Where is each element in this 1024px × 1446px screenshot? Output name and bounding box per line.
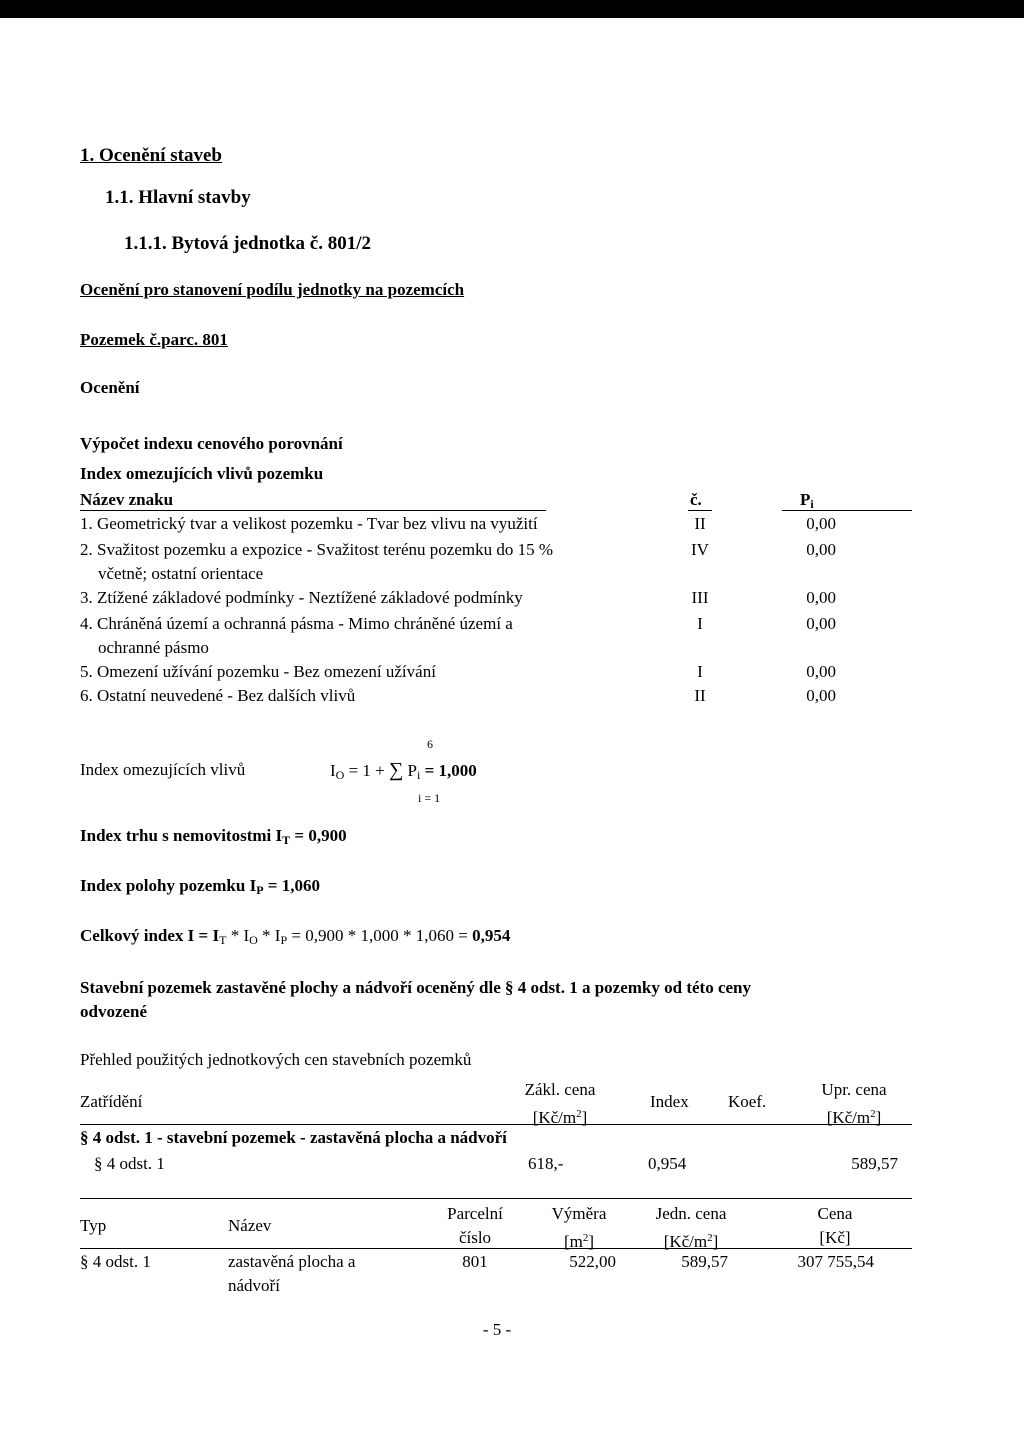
influence-row-p: 0,00 — [806, 686, 836, 705]
col-index: Index — [650, 1092, 689, 1111]
parcel-heading: Pozemek č.parc. 801 — [80, 330, 228, 349]
index-polohy: Index polohy pozemku $I_P = 1,060$ — [80, 876, 320, 897]
influence-row-name: 1. Geometrický tvar a velikost pozemku - Tvar bez vlivu na využití — [80, 514, 538, 533]
col-nazev: Název — [228, 1216, 272, 1235]
section-heading: Ocenění pro stanovení podílu jednotky na pozemcích — [80, 280, 465, 299]
col-vymera: Výměra — [551, 1204, 607, 1223]
table2-header-rule — [80, 1248, 912, 1249]
row-zatrideni: § 4 odst. 1 — [94, 1154, 165, 1173]
influence-row-p: 0,00 — [806, 614, 836, 633]
influence-row-name: 2. Svažitost pozemku a expozice - Svažitost terénu pozemku do 15 % — [80, 540, 554, 559]
col-cislo: číslo — [458, 1228, 492, 1247]
influence-row-c: II — [694, 686, 706, 705]
row-cena: 307 755,54 — [797, 1252, 874, 1271]
row-upr-cena: 589,57 — [851, 1154, 898, 1173]
influence-row-p: 0,00 — [806, 588, 836, 607]
col-vymera-unit: $[m^2]$ — [563, 1232, 595, 1251]
heading-level-1: 1. Ocenění staveb — [80, 145, 222, 166]
influence-row-c: IV — [691, 540, 709, 559]
row-typ: § 4 odst. 1 — [80, 1252, 151, 1271]
col-parcelni: Parcelní — [447, 1204, 503, 1223]
index-trhu: Index trhu s nemovitostmi $I_T = 0,900$ — [80, 826, 347, 847]
influence-row-p: 0,00 — [806, 662, 836, 681]
row-nazev: zastavěná plocha a — [228, 1252, 356, 1271]
col-zakl-unit: $[Kč/m^2]$ — [532, 1108, 588, 1127]
row-index: 0,954 — [648, 1154, 687, 1173]
prehled-group-label: § 4 odst. 1 - stavební pozemek - zastavěná plocha a nádvoří — [80, 1128, 507, 1147]
formula-sum-bottom: i = 1 — [418, 791, 441, 805]
stavebni-pozemek-line2: odvozené — [80, 1002, 148, 1021]
formula-sum-top: 6 — [427, 737, 433, 751]
row-jedn-cena: 589,57 — [681, 1252, 728, 1271]
row-nazev-cont: nádvoří — [228, 1276, 280, 1295]
influence-row-c: III — [691, 588, 709, 607]
stavebni-pozemek-line1: Stavební pozemek zastavěné plochy a nádvoří oceněný dle § 4 odst. 1 a pozemky od této ceny — [80, 978, 752, 997]
celkovy-index: Celkový index $I = I_T * I_O * I_P = 0,900 * 1,000 * 1,060 = 0,954$ — [80, 926, 511, 947]
col-cena: Cena — [817, 1204, 853, 1223]
formula-expression: $I_O = 1$ + ∑ $P_i = 1,000$ — [330, 759, 477, 782]
col-typ: Typ — [80, 1216, 107, 1235]
index-section-title: Výpočet indexu cenového porovnání — [80, 434, 343, 453]
header-rule-right — [782, 510, 912, 511]
row-zakl-cena: 618,- — [528, 1154, 564, 1173]
influence-row-c: I — [697, 662, 703, 681]
index-section-subtitle: Index omezujících vlivů pozemku — [80, 464, 324, 483]
col-cena-unit: [Kč] — [819, 1228, 851, 1247]
influence-row-name-cont: ochranné pásmo — [98, 638, 209, 657]
table2-top-rule — [80, 1198, 912, 1199]
column-header-c: č. — [690, 490, 702, 509]
influence-row-name: 4. Chráněná území a ochranná pásma - Mimo chráněné území a — [80, 614, 513, 633]
influence-row-c: I — [697, 614, 703, 633]
formula-label: Index omezujících vlivů — [80, 760, 246, 779]
prehled-title: Přehled použitých jednotkových cen stavebních pozemků — [80, 1050, 472, 1069]
column-header-p: $P_i$ — [800, 490, 814, 511]
influence-row-p: 0,00 — [806, 540, 836, 559]
document-sheet — [0, 18, 1024, 1446]
col-jedn-cena: Jedn. cena — [655, 1204, 727, 1223]
prehled-header-rule — [80, 1124, 912, 1125]
row-parcelni-cislo: 801 — [462, 1252, 488, 1271]
col-upr-cena: Upr. cena — [821, 1080, 887, 1099]
col-jedn-unit: $[Kč/m^2]$ — [663, 1232, 719, 1251]
influence-row-name-cont: včetně; ostatní orientace — [98, 564, 264, 583]
oceneni-heading: Ocenění — [80, 378, 140, 397]
influence-row-c: II — [694, 514, 706, 533]
header-rule-left — [80, 510, 546, 511]
heading-level-2: 1.1. Hlavní stavby — [105, 187, 251, 208]
col-koef: Koef. — [728, 1092, 767, 1111]
influence-row-name: 3. Ztížené základové podmínky - Neztížené základové podmínky — [80, 588, 523, 607]
influence-row-name: 6. Ostatní neuvedené - Bez dalších vlivů — [80, 686, 356, 705]
column-header-name: Název znaku — [80, 490, 174, 509]
header-rule-mid — [688, 510, 712, 511]
col-upr-unit: $[Kč/m^2]$ — [826, 1108, 882, 1127]
influence-row-name: 5. Omezení užívání pozemku - Bez omezení užívání — [80, 662, 436, 681]
col-zakl-cena: Zákl. cena — [524, 1080, 596, 1099]
page-number: - 5 - — [482, 1320, 512, 1339]
heading-level-3: 1.1.1. Bytová jednotka č. 801/2 — [124, 233, 371, 254]
col-zatrideni: Zatřídění — [80, 1092, 143, 1111]
influence-row-p: 0,00 — [806, 514, 836, 533]
row-vymera: 522,00 — [569, 1252, 616, 1271]
